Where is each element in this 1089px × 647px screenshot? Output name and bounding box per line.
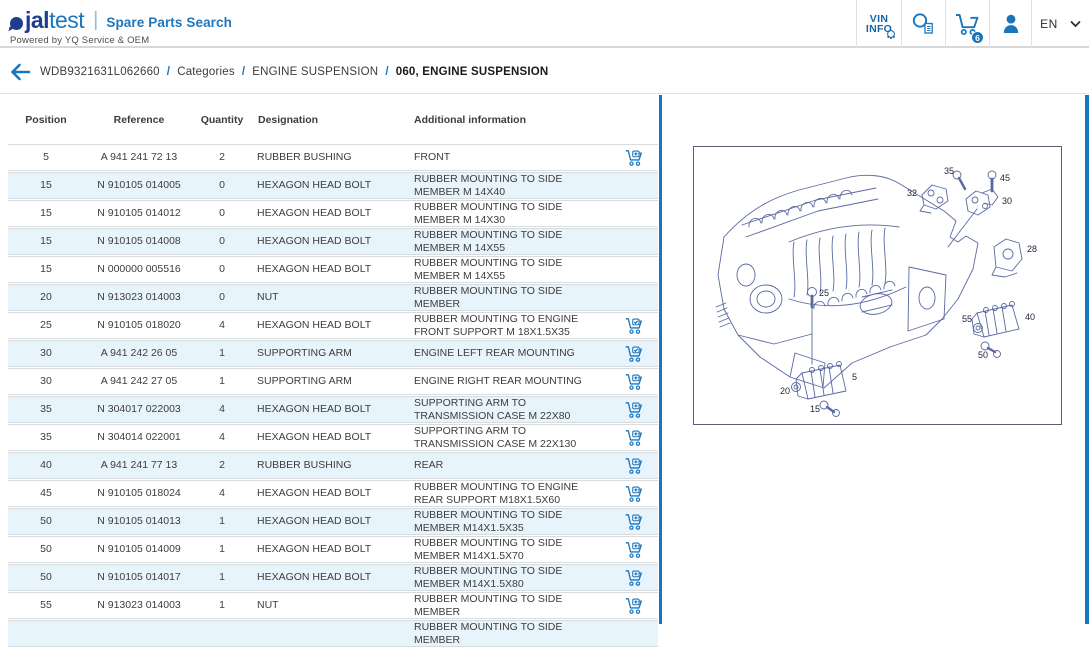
cell-position xyxy=(8,621,84,646)
cell-position: 30 xyxy=(40,375,52,388)
cell-position: 25 xyxy=(40,319,52,332)
cell-position: 40 xyxy=(40,459,52,472)
cell-cart xyxy=(608,369,658,394)
cell-position: 20 xyxy=(40,291,52,304)
breadcrumb-item-engine-suspension[interactable]: ENGINE SUSPENSION xyxy=(252,65,379,78)
cell-quantity: 1 xyxy=(219,599,225,612)
breadcrumb-item-categories[interactable]: Categories xyxy=(177,65,235,78)
cell-additional-info: RUBBER MOUNTING TO SIDE MEMBER M 14X40 xyxy=(414,173,563,198)
add-to-cart-button[interactable] xyxy=(624,512,643,531)
top-bar xyxy=(0,0,1089,48)
cell-position: 15 xyxy=(40,207,52,220)
cell-quantity: 4 xyxy=(219,319,225,332)
add-to-cart-button[interactable] xyxy=(624,568,643,587)
cell-position: 45 xyxy=(40,487,52,500)
cell-reference: N 910105 014012 xyxy=(97,207,181,220)
table-row[interactable] xyxy=(8,256,658,283)
cart-plus-icon xyxy=(624,596,643,615)
cell-quantity: 4 xyxy=(219,431,225,444)
product-title: Spare Parts Search xyxy=(106,14,232,30)
cell-reference: N 910105 018020 xyxy=(97,319,181,332)
cart-check-icon xyxy=(624,344,643,363)
cell-cart xyxy=(608,397,658,422)
cell-quantity: 1 xyxy=(219,515,225,528)
cell-position: 35 xyxy=(40,431,52,444)
cell-additional-info: RUBBER MOUNTING TO ENGINE FRONT SUPPORT M 18X1.5X35 xyxy=(414,313,579,338)
user-icon xyxy=(999,12,1023,36)
cell-designation: HEXAGON HEAD BOLT xyxy=(257,543,372,556)
table-row[interactable] xyxy=(8,564,658,591)
cell-reference: A 941 241 72 13 xyxy=(100,151,178,164)
cell-additional-info: RUBBER MOUNTING TO SIDE MEMBER M 14X55 xyxy=(414,257,563,282)
arrow-left-icon xyxy=(8,60,32,84)
cell-additional-info: RUBBER MOUNTING TO SIDE MEMBER M14X1.5X70 xyxy=(414,537,563,562)
cell-reference: N 910105 018024 xyxy=(97,487,181,500)
cell-reference: N 913023 014003 xyxy=(97,599,181,612)
add-to-cart-button[interactable] xyxy=(624,484,643,503)
cell-additional-info: FRONT xyxy=(414,151,451,164)
cell-reference: N 000000 005516 xyxy=(97,263,181,276)
cell-quantity: 4 xyxy=(219,403,225,416)
cell-additional-info: SUPPORTING ARM TO TRANSMISSION CASE M 22X80 xyxy=(414,397,571,422)
cell-designation: HEXAGON HEAD BOLT xyxy=(257,571,372,584)
cell-quantity: 4 xyxy=(219,487,225,500)
table-row[interactable] xyxy=(8,200,658,227)
table-row[interactable] xyxy=(8,480,658,507)
cell-quantity: 2 xyxy=(219,151,225,164)
cell-quantity: 0 xyxy=(219,207,225,220)
diagram-callout-15: 15 xyxy=(810,404,821,414)
cell-cart xyxy=(608,425,658,450)
cell-quantity: 1 xyxy=(219,347,225,360)
cell-designation: HEXAGON HEAD BOLT xyxy=(257,319,372,332)
diagram-callout-35: 35 xyxy=(944,166,955,176)
cell-cart xyxy=(608,313,658,338)
diagram-callout-32: 32 xyxy=(907,188,918,198)
cell-additional-info: RUBBER MOUNTING TO SIDE MEMBER xyxy=(414,285,563,310)
cell-quantity xyxy=(194,621,250,646)
table-row[interactable] xyxy=(8,396,658,423)
cell-cart xyxy=(608,537,658,562)
table-row[interactable] xyxy=(8,228,658,255)
cell-cart xyxy=(608,145,658,170)
table-row[interactable] xyxy=(8,312,658,339)
search-button[interactable] xyxy=(901,0,945,48)
diagram-callout-50: 50 xyxy=(978,350,989,360)
cell-designation: SUPPORTING ARM xyxy=(257,347,352,360)
breadcrumb-item-current: 060, ENGINE SUSPENSION xyxy=(395,65,549,78)
breadcrumb-separator: / xyxy=(241,65,246,78)
cell-designation: HEXAGON HEAD BOLT xyxy=(257,263,372,276)
cart-plus-icon xyxy=(624,428,643,447)
breadcrumb-bar xyxy=(0,50,1089,94)
breadcrumb-item-vin[interactable]: WDB9321631L062660 xyxy=(40,65,160,78)
column-header-reference: Reference xyxy=(113,113,165,126)
cart-plus-icon xyxy=(624,512,643,531)
cell-reference: N 910105 014008 xyxy=(97,235,181,248)
language-select[interactable] xyxy=(1031,0,1089,48)
cell-designation: HEXAGON HEAD BOLT xyxy=(257,207,372,220)
engine-diagram-drawing xyxy=(694,147,1063,426)
cell-designation: RUBBER BUSHING xyxy=(257,459,352,472)
header-actions xyxy=(856,0,1089,48)
cart-plus-icon xyxy=(624,540,643,559)
parts-table xyxy=(8,95,658,646)
cell-additional-info: RUBBER MOUNTING TO ENGINE REAR SUPPORT M18X1.5X60 xyxy=(414,481,579,506)
cell-reference: N 910105 014009 xyxy=(97,543,181,556)
cell-designation: HEXAGON HEAD BOLT xyxy=(257,235,372,248)
globe-icon xyxy=(886,29,896,39)
cell-designation: RUBBER BUSHING xyxy=(257,151,352,164)
add-to-cart-button[interactable] xyxy=(624,400,643,419)
table-body xyxy=(8,144,658,646)
diagram-callout-20: 20 xyxy=(780,386,791,396)
cell-cart xyxy=(608,257,658,282)
diagram-callout-28: 28 xyxy=(1027,244,1038,254)
cart-plus-icon xyxy=(624,456,643,475)
cell-reference: A 941 242 26 05 xyxy=(100,347,178,360)
cell-quantity: 0 xyxy=(219,235,225,248)
powered-by-tagline: Powered by YQ Service & OEM xyxy=(10,35,150,46)
cell-designation: HEXAGON HEAD BOLT xyxy=(257,179,372,192)
cell-reference: A 941 241 77 13 xyxy=(100,459,178,472)
table-row[interactable] xyxy=(8,620,658,647)
breadcrumb-separator: / xyxy=(385,65,389,78)
search-icon xyxy=(910,11,937,38)
cell-reference: N 304017 022003 xyxy=(97,403,181,416)
logo-text-test: test xyxy=(49,7,85,33)
cell-cart xyxy=(608,481,658,506)
cart-plus-icon xyxy=(624,372,643,391)
column-header-quantity: Quantity xyxy=(200,113,244,126)
cell-reference: A 941 242 27 05 xyxy=(100,375,178,388)
cart-check-icon xyxy=(624,316,643,335)
cell-reference: N 910105 014005 xyxy=(97,179,181,192)
cart-plus-icon xyxy=(624,484,643,503)
cell-reference: N 913023 014003 xyxy=(97,291,181,304)
table-row[interactable] xyxy=(8,172,658,199)
cell-additional-info: RUBBER MOUNTING TO SIDE MEMBER M14X1.5X80 xyxy=(414,565,563,590)
cell-quantity: 0 xyxy=(219,179,225,192)
jaltest-logo-icon xyxy=(10,17,23,30)
parts-diagram[interactable] xyxy=(693,146,1062,425)
table-row[interactable] xyxy=(8,508,658,535)
account-button[interactable] xyxy=(989,0,1031,48)
cell-cart xyxy=(608,285,658,310)
cell-position: 35 xyxy=(40,403,52,416)
table-row[interactable] xyxy=(8,368,658,395)
add-to-cart-button[interactable] xyxy=(624,372,643,391)
cell-position: 50 xyxy=(40,571,52,584)
right-edge-bar xyxy=(1085,95,1089,624)
cell-cart xyxy=(608,453,658,478)
cell-position: 5 xyxy=(43,151,49,164)
diagram-callout-25: 25 xyxy=(819,288,830,298)
add-to-cart-button[interactable] xyxy=(624,428,643,447)
pane-divider xyxy=(659,95,662,624)
add-to-cart-button[interactable] xyxy=(624,344,643,363)
cell-designation xyxy=(250,621,406,646)
logo-divider: | xyxy=(93,9,99,31)
cell-reference xyxy=(84,621,194,646)
cart-plus-icon xyxy=(624,400,643,419)
cell-additional-info: SUPPORTING ARM TO TRANSMISSION CASE M 22X130 xyxy=(414,425,577,450)
cell-designation: HEXAGON HEAD BOLT xyxy=(257,515,372,528)
breadcrumb xyxy=(40,66,548,78)
table-row[interactable] xyxy=(8,144,658,171)
cell-additional-info: ENGINE RIGHT REAR MOUNTING xyxy=(414,375,582,388)
cell-additional-info: RUBBER MOUNTING TO SIDE MEMBER xyxy=(414,593,563,618)
vin-info-label-2: INFO xyxy=(865,23,893,35)
cell-additional-info: ENGINE LEFT REAR MOUNTING xyxy=(414,347,575,360)
cell-quantity: 1 xyxy=(219,375,225,388)
cart-plus-icon xyxy=(624,568,643,587)
cell-position: 55 xyxy=(40,599,52,612)
cell-reference: N 304014 022001 xyxy=(97,431,181,444)
table-header-row xyxy=(8,95,658,144)
cell-cart xyxy=(608,509,658,534)
cell-cart xyxy=(608,565,658,590)
cell-additional-info: RUBBER MOUNTING TO SIDE MEMBER xyxy=(414,621,563,646)
table-row[interactable] xyxy=(8,536,658,563)
table-row[interactable] xyxy=(8,424,658,451)
cell-designation: HEXAGON HEAD BOLT xyxy=(257,487,372,500)
diagram-callout-30: 30 xyxy=(1002,196,1013,206)
diagram-callout-55: 55 xyxy=(962,314,973,324)
breadcrumb-separator: / xyxy=(166,65,171,78)
cart-count-badge: 6 xyxy=(971,31,984,44)
cell-position: 50 xyxy=(40,543,52,556)
cart-plus-icon xyxy=(624,148,643,167)
column-header-position: Position xyxy=(25,113,67,126)
cell-cart xyxy=(608,621,658,646)
cell-quantity: 1 xyxy=(219,543,225,556)
cell-cart xyxy=(608,229,658,254)
cell-designation: SUPPORTING ARM xyxy=(257,375,352,388)
add-to-cart-button[interactable] xyxy=(624,540,643,559)
cell-reference: N 910105 014013 xyxy=(97,515,181,528)
table-row[interactable] xyxy=(8,452,658,479)
column-header-additional-info: Additional information xyxy=(414,113,526,126)
cell-quantity: 1 xyxy=(219,571,225,584)
cell-additional-info: RUBBER MOUNTING TO SIDE MEMBER M14X1.5X35 xyxy=(414,509,563,534)
cell-designation: NUT xyxy=(257,599,279,612)
cell-cart xyxy=(608,201,658,226)
cell-cart xyxy=(608,341,658,366)
cell-additional-info: RUBBER MOUNTING TO SIDE MEMBER M 14X30 xyxy=(414,201,563,226)
cell-quantity: 0 xyxy=(219,291,225,304)
add-to-cart-button[interactable] xyxy=(624,148,643,167)
cell-designation: HEXAGON HEAD BOLT xyxy=(257,431,372,444)
cell-position: 15 xyxy=(40,263,52,276)
cell-quantity: 2 xyxy=(219,459,225,472)
table-row[interactable] xyxy=(8,340,658,367)
cell-designation: NUT xyxy=(257,291,279,304)
cell-cart xyxy=(608,173,658,198)
add-to-cart-button[interactable] xyxy=(624,596,643,615)
cell-additional-info: RUBBER MOUNTING TO SIDE MEMBER M 14X55 xyxy=(414,229,563,254)
cell-quantity: 0 xyxy=(219,263,225,276)
brand-logo[interactable] xyxy=(0,0,232,46)
diagram-callout-40: 40 xyxy=(1025,312,1036,322)
diagram-callout-5: 5 xyxy=(852,372,858,382)
cart-button[interactable] xyxy=(945,0,989,48)
logo-text-jal: jal xyxy=(25,7,50,33)
cell-position: 50 xyxy=(40,515,52,528)
cell-cart xyxy=(608,593,658,618)
add-to-cart-button[interactable] xyxy=(624,456,643,475)
cell-reference: N 910105 014017 xyxy=(97,571,181,584)
cell-designation: HEXAGON HEAD BOLT xyxy=(257,403,372,416)
cell-position: 30 xyxy=(40,347,52,360)
language-value: EN xyxy=(1040,17,1058,31)
column-header-designation: Designation xyxy=(258,113,319,126)
cell-position: 15 xyxy=(40,235,52,248)
add-to-cart-button[interactable] xyxy=(624,316,643,335)
cell-additional-info: REAR xyxy=(414,459,444,472)
vin-info-button[interactable] xyxy=(856,0,901,48)
table-row[interactable] xyxy=(8,284,658,311)
chevron-down-icon xyxy=(1070,20,1081,28)
cell-position: 15 xyxy=(40,179,52,192)
diagram-callout-45: 45 xyxy=(1000,173,1011,183)
vin-info-label-1: VIN xyxy=(869,12,889,25)
back-button[interactable] xyxy=(0,60,40,84)
table-row[interactable] xyxy=(8,592,658,619)
